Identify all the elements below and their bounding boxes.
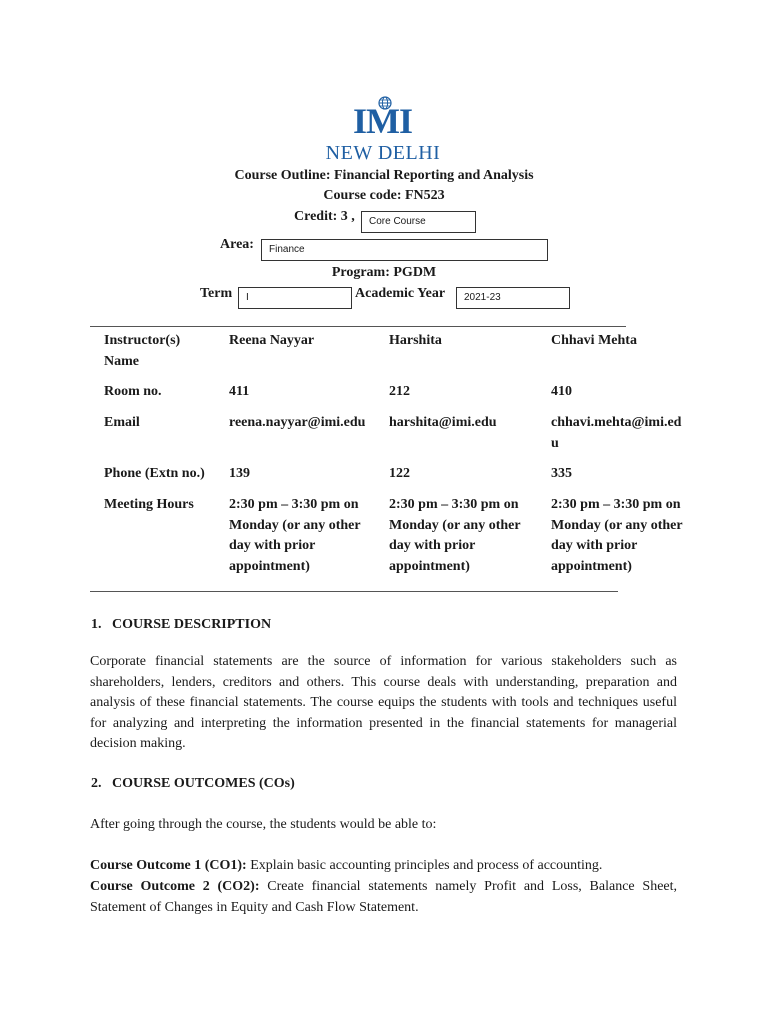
area-label: Area: (220, 237, 254, 252)
program: Program: PGDM (331, 265, 437, 280)
instructor-room: 410 (551, 384, 572, 399)
credit-label: Credit: 3 , (294, 209, 355, 224)
term-label: Term (200, 286, 233, 301)
row-label-instructor (104, 331, 180, 372)
co1-text: Explain basic accounting principles and process of accounting. (246, 858, 603, 873)
row-label-instructor-line2: Name (104, 353, 139, 369)
instructor-phone: 122 (389, 466, 410, 481)
row-label-instructor-line1: Instructor(s) (104, 333, 181, 348)
logo-brand: IMI (353, 101, 412, 141)
row-label-meeting-hours: Meeting Hours (104, 497, 194, 512)
course-description-text: Corporate financial statements are the source of information for various stakeholders such as shareholders, lenders, creditors and others. This course deals with understanding, preparation and analysis of these financial statements. The course equips the students with tools and techniques useful for analyzing and interpreting the information presented in the financial statements for managerial decision making. (90, 654, 677, 752)
row-label-email: Email (104, 415, 140, 430)
row-label-phone: Phone (Extn no.) (104, 466, 205, 481)
table-top-rule (90, 326, 626, 327)
instructor-email[interactable]: harshita@imi.edu (389, 415, 497, 430)
hours-line: Monday (or any other (229, 517, 361, 533)
academic-year-label: Academic Year (355, 286, 446, 301)
hours-line: day with prior (389, 538, 476, 553)
outcomes-intro: After going through the course, the students would be able to: (90, 817, 437, 832)
co2-label: Course Outcome 2 (CO2): (90, 879, 260, 894)
instructor-phone: 139 (229, 466, 250, 481)
instructor-name: Reena Nayyar (229, 333, 315, 348)
term-field[interactable]: I (238, 287, 352, 309)
email-line: chhavi.mehta@imi.ed (551, 415, 682, 430)
hours-line: appointment) (229, 558, 310, 574)
instructor-email[interactable] (551, 413, 681, 454)
area-field[interactable]: Finance (261, 239, 548, 261)
imi-logo (350, 96, 420, 140)
hours-line: 2:30 pm – 3:30 pm on (551, 497, 681, 512)
logo-location: NEW DELHI (325, 142, 441, 164)
table-bottom-rule (90, 591, 618, 592)
instructor-hours (229, 495, 361, 577)
instructor-hours (389, 495, 521, 577)
row-label-room: Room no. (104, 384, 162, 399)
course-outcome-1 (90, 856, 677, 877)
instructor-email[interactable]: reena.nayyar@imi.edu (229, 415, 366, 430)
hours-line: Monday (or any other (389, 517, 521, 533)
credit-field[interactable]: Core Course (361, 211, 476, 233)
instructor-room: 411 (229, 384, 250, 399)
hours-line: 2:30 pm – 3:30 pm on (389, 497, 519, 512)
course-code: Course code: FN523 (323, 188, 445, 203)
co2-text: Create financial statements namely Profit and Loss, Balance Sheet, Statement of Changes in Equity and Cash Flow Statement. (90, 879, 678, 915)
email-line: u (551, 435, 559, 451)
instructor-hours (551, 495, 683, 577)
course-outcome-2 (90, 877, 677, 918)
hours-line: appointment) (389, 558, 470, 574)
hours-line: day with prior (229, 538, 316, 553)
section-heading-description: 1. COURSE DESCRIPTION (91, 617, 272, 632)
instructor-name: Harshita (389, 333, 442, 348)
hours-line: day with prior (551, 538, 638, 553)
section-heading-outcomes: 2. COURSE OUTCOMES (COs) (91, 776, 295, 791)
hours-line: appointment) (551, 558, 632, 574)
hours-line: Monday (or any other (551, 517, 683, 533)
academic-year-field[interactable]: 2021-23 (456, 287, 570, 309)
hours-line: 2:30 pm – 3:30 pm on (229, 497, 359, 512)
instructor-name: Chhavi Mehta (551, 333, 637, 348)
instructor-phone: 335 (551, 466, 572, 481)
co1-label: Course Outcome 1 (CO1): (90, 858, 247, 873)
instructor-room: 212 (389, 384, 410, 399)
course-outline-title: Course Outline: Financial Reporting and Analysis (234, 168, 534, 183)
